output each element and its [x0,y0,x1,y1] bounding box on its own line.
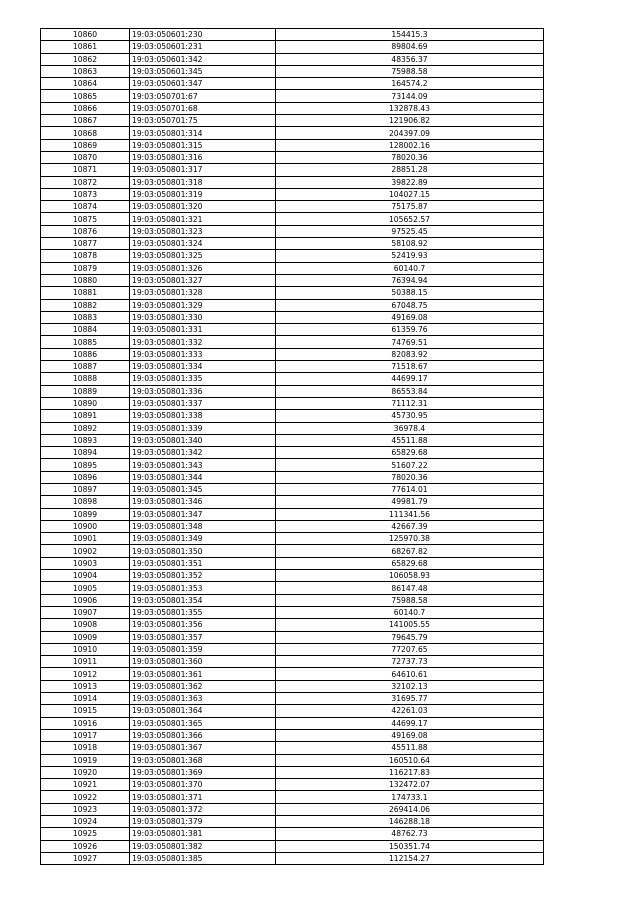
cadastral-number-cell: 19:03:050801:323 [130,225,276,237]
cadastral-number-cell: 19:03:050801:316 [130,151,276,163]
table-row [41,410,544,422]
row-number-cell: 10865 [41,90,130,102]
cadastral-number-cell: 19:03:050801:385 [130,852,276,864]
value-cell: 36978.4 [276,422,544,434]
cadastral-number-cell: 19:03:050801:326 [130,262,276,274]
table-row [41,557,544,569]
value-cell: 174733.1 [276,791,544,803]
value-cell: 86147.48 [276,582,544,594]
row-number-cell: 10919 [41,754,130,766]
table-row [41,90,544,102]
cadastral-number-cell: 19:03:050801:331 [130,324,276,336]
cadastral-number-cell: 19:03:050801:348 [130,520,276,532]
value-cell: 141005.55 [276,619,544,631]
table-row [41,496,544,508]
row-number-cell: 10893 [41,434,130,446]
cadastral-number-cell: 19:03:050601:231 [130,41,276,53]
cadastral-number-cell: 19:03:050801:315 [130,139,276,151]
value-cell: 74769.51 [276,336,544,348]
table-row [41,151,544,163]
value-cell: 67048.75 [276,299,544,311]
row-number-cell: 10895 [41,459,130,471]
cadastral-number-cell: 19:03:050801:372 [130,803,276,815]
table-row [41,483,544,495]
value-cell: 269414.06 [276,803,544,815]
table-row [41,115,544,127]
cadastral-number-cell: 19:03:050801:382 [130,840,276,852]
row-number-cell: 10864 [41,78,130,90]
table-row [41,668,544,680]
value-cell: 49981.79 [276,496,544,508]
value-cell: 48762.73 [276,828,544,840]
table-row [41,533,544,545]
table-row [41,225,544,237]
row-number-cell: 10876 [41,225,130,237]
table-row [41,656,544,668]
cadastral-number-cell: 19:03:050801:350 [130,545,276,557]
row-number-cell: 10897 [41,483,130,495]
table-row [41,459,544,471]
cadastral-number-cell: 19:03:050801:318 [130,176,276,188]
row-number-cell: 10901 [41,533,130,545]
row-number-cell: 10875 [41,213,130,225]
table-row [41,828,544,840]
table-row [41,779,544,791]
value-cell: 71112.31 [276,397,544,409]
row-number-cell: 10913 [41,680,130,692]
row-number-cell: 10905 [41,582,130,594]
cadastral-number-cell: 19:03:050801:365 [130,717,276,729]
row-number-cell: 10921 [41,779,130,791]
cadastral-number-cell: 19:03:050801:368 [130,754,276,766]
cadastral-number-cell: 19:03:050801:357 [130,631,276,643]
cadastral-number-cell: 19:03:050801:327 [130,274,276,286]
row-number-cell: 10860 [41,29,130,41]
value-cell: 61359.76 [276,324,544,336]
value-cell: 132878.43 [276,102,544,114]
value-cell: 50388.15 [276,287,544,299]
cadastral-number-cell: 19:03:050801:347 [130,508,276,520]
value-cell: 65829.68 [276,557,544,569]
row-number-cell: 10923 [41,803,130,815]
value-cell: 64610.61 [276,668,544,680]
table-row [41,754,544,766]
table-row [41,693,544,705]
value-cell: 45511.88 [276,742,544,754]
cadastral-number-cell: 19:03:050801:356 [130,619,276,631]
table-row [41,176,544,188]
row-number-cell: 10898 [41,496,130,508]
row-number-cell: 10899 [41,508,130,520]
table-row [41,717,544,729]
row-number-cell: 10862 [41,53,130,65]
value-cell: 42667.39 [276,520,544,532]
table-row [41,840,544,852]
table-row [41,570,544,582]
cadastral-number-cell: 19:03:050801:362 [130,680,276,692]
value-cell: 89804.69 [276,41,544,53]
table-row [41,361,544,373]
cadastral-number-cell: 19:03:050801:351 [130,557,276,569]
value-cell: 49169.08 [276,311,544,323]
row-number-cell: 10907 [41,606,130,618]
table-row [41,852,544,864]
table-row [41,508,544,520]
table-row [41,631,544,643]
value-cell: 112154.27 [276,852,544,864]
table-row [41,299,544,311]
value-cell: 32102.13 [276,680,544,692]
cadastral-number-cell: 19:03:050801:355 [130,606,276,618]
value-cell: 121906.82 [276,115,544,127]
row-number-cell: 10890 [41,397,130,409]
value-cell: 39822.89 [276,176,544,188]
value-cell: 65829.68 [276,447,544,459]
cadastral-number-cell: 19:03:050801:339 [130,422,276,434]
value-cell: 82083.92 [276,348,544,360]
table-row [41,139,544,151]
value-cell: 60140.7 [276,262,544,274]
row-number-cell: 10883 [41,311,130,323]
value-cell: 111341.56 [276,508,544,520]
table-row [41,238,544,250]
cadastral-number-cell: 19:03:050801:370 [130,779,276,791]
value-cell: 146288.18 [276,816,544,828]
table-row [41,336,544,348]
value-cell: 76394.94 [276,274,544,286]
table-row [41,422,544,434]
row-number-cell: 10881 [41,287,130,299]
cadastral-number-cell: 19:03:050801:336 [130,385,276,397]
row-number-cell: 10915 [41,705,130,717]
cadastral-number-cell: 19:03:050801:321 [130,213,276,225]
table-row [41,791,544,803]
row-number-cell: 10906 [41,594,130,606]
value-cell: 79645.79 [276,631,544,643]
cadastral-number-cell: 19:03:050701:75 [130,115,276,127]
row-number-cell: 10885 [41,336,130,348]
cadastral-number-cell: 19:03:050701:67 [130,90,276,102]
table-row [41,201,544,213]
table-row [41,705,544,717]
row-number-cell: 10888 [41,373,130,385]
table-row [41,471,544,483]
cadastral-number-cell: 19:03:050701:68 [130,102,276,114]
value-cell: 68267.82 [276,545,544,557]
value-cell: 45511.88 [276,434,544,446]
cadastral-number-cell: 19:03:050801:337 [130,397,276,409]
table-row [41,262,544,274]
row-number-cell: 10869 [41,139,130,151]
cadastral-number-cell: 19:03:050801:369 [130,766,276,778]
table-body [41,29,544,865]
cadastral-number-cell: 19:03:050801:344 [130,471,276,483]
cadastral-number-cell: 19:03:050801:361 [130,668,276,680]
table-row [41,447,544,459]
row-number-cell: 10889 [41,385,130,397]
row-number-cell: 10903 [41,557,130,569]
row-number-cell: 10902 [41,545,130,557]
value-cell: 45730.95 [276,410,544,422]
cadastral-number-cell: 19:03:050801:325 [130,250,276,262]
row-number-cell: 10863 [41,65,130,77]
value-cell: 204397.09 [276,127,544,139]
table-row [41,643,544,655]
cadastral-number-cell: 19:03:050801:324 [130,238,276,250]
row-number-cell: 10918 [41,742,130,754]
value-cell: 132472.07 [276,779,544,791]
table-row [41,29,544,41]
cadastral-number-cell: 19:03:050801:353 [130,582,276,594]
table-row [41,803,544,815]
cadastral-number-cell: 19:03:050801:367 [130,742,276,754]
row-number-cell: 10872 [41,176,130,188]
table-row [41,680,544,692]
row-number-cell: 10908 [41,619,130,631]
cadastral-number-cell: 19:03:050801:364 [130,705,276,717]
row-number-cell: 10892 [41,422,130,434]
cadastral-number-cell: 19:03:050801:352 [130,570,276,582]
row-number-cell: 10870 [41,151,130,163]
value-cell: 44699.17 [276,717,544,729]
row-number-cell: 10916 [41,717,130,729]
cadastral-number-cell: 19:03:050801:381 [130,828,276,840]
row-number-cell: 10917 [41,729,130,741]
cadastral-number-cell: 19:03:050601:230 [130,29,276,41]
table-row [41,520,544,532]
value-cell: 77614.01 [276,483,544,495]
cadastral-number-cell: 19:03:050801:343 [130,459,276,471]
value-cell: 105652.57 [276,213,544,225]
cadastral-number-cell: 19:03:050801:379 [130,816,276,828]
table-row [41,594,544,606]
cadastral-number-cell: 19:03:050801:338 [130,410,276,422]
row-number-cell: 10900 [41,520,130,532]
table-row [41,582,544,594]
table-row [41,373,544,385]
row-number-cell: 10891 [41,410,130,422]
table-row [41,188,544,200]
cadastral-number-cell: 19:03:050801:354 [130,594,276,606]
row-number-cell: 10904 [41,570,130,582]
table-row [41,606,544,618]
table-row [41,127,544,139]
value-cell: 71518.67 [276,361,544,373]
value-cell: 116217.83 [276,766,544,778]
value-cell: 97525.45 [276,225,544,237]
table-row [41,164,544,176]
table-row [41,397,544,409]
cadastral-number-cell: 19:03:050801:363 [130,693,276,705]
value-cell: 60140.7 [276,606,544,618]
row-number-cell: 10884 [41,324,130,336]
value-cell: 58108.92 [276,238,544,250]
table-row [41,78,544,90]
row-number-cell: 10867 [41,115,130,127]
table-row [41,729,544,741]
cadastral-number-cell: 19:03:050801:349 [130,533,276,545]
value-cell: 28851.28 [276,164,544,176]
table-row [41,385,544,397]
row-number-cell: 10882 [41,299,130,311]
cadastral-number-cell: 19:03:050801:345 [130,483,276,495]
cadastral-number-cell: 19:03:050801:333 [130,348,276,360]
row-number-cell: 10924 [41,816,130,828]
row-number-cell: 10926 [41,840,130,852]
row-number-cell: 10877 [41,238,130,250]
cadastral-number-cell: 19:03:050801:329 [130,299,276,311]
cadastral-number-cell: 19:03:050801:342 [130,447,276,459]
value-cell: 128002.16 [276,139,544,151]
value-cell: 75988.58 [276,594,544,606]
table-row [41,250,544,262]
value-cell: 106058.93 [276,570,544,582]
cadastral-number-cell: 19:03:050801:330 [130,311,276,323]
value-cell: 77207.65 [276,643,544,655]
row-number-cell: 10909 [41,631,130,643]
table-row [41,545,544,557]
cadastral-number-cell: 19:03:050801:335 [130,373,276,385]
row-number-cell: 10868 [41,127,130,139]
cadastral-number-cell: 19:03:050801:340 [130,434,276,446]
value-cell: 72737.73 [276,656,544,668]
data-table [40,28,544,865]
row-number-cell: 10896 [41,471,130,483]
cadastral-number-cell: 19:03:050801:334 [130,361,276,373]
cadastral-number-cell: 19:03:050801:360 [130,656,276,668]
table-row [41,742,544,754]
value-cell: 42261.03 [276,705,544,717]
value-cell: 164574.2 [276,78,544,90]
table-row [41,324,544,336]
value-cell: 31695.77 [276,693,544,705]
value-cell: 48356.37 [276,53,544,65]
data-sheet [40,28,543,865]
value-cell: 75175.87 [276,201,544,213]
value-cell: 51607.22 [276,459,544,471]
row-number-cell: 10886 [41,348,130,360]
row-number-cell: 10874 [41,201,130,213]
row-number-cell: 10873 [41,188,130,200]
row-number-cell: 10920 [41,766,130,778]
cadastral-number-cell: 19:03:050801:332 [130,336,276,348]
table-row [41,311,544,323]
cadastral-number-cell: 19:03:050801:371 [130,791,276,803]
cadastral-number-cell: 19:03:050801:346 [130,496,276,508]
row-number-cell: 10871 [41,164,130,176]
value-cell: 154415.3 [276,29,544,41]
value-cell: 86553.84 [276,385,544,397]
table-row [41,619,544,631]
row-number-cell: 10927 [41,852,130,864]
row-number-cell: 10887 [41,361,130,373]
table-row [41,41,544,53]
table-row [41,53,544,65]
value-cell: 49169.08 [276,729,544,741]
row-number-cell: 10878 [41,250,130,262]
cadastral-number-cell: 19:03:050601:342 [130,53,276,65]
row-number-cell: 10866 [41,102,130,114]
row-number-cell: 10914 [41,693,130,705]
table-row [41,434,544,446]
row-number-cell: 10861 [41,41,130,53]
value-cell: 78020.36 [276,151,544,163]
table-row [41,102,544,114]
value-cell: 104027.15 [276,188,544,200]
cadastral-number-cell: 19:03:050801:328 [130,287,276,299]
row-number-cell: 10894 [41,447,130,459]
table-row [41,213,544,225]
row-number-cell: 10880 [41,274,130,286]
table-row [41,287,544,299]
table-row [41,816,544,828]
cadastral-number-cell: 19:03:050801:317 [130,164,276,176]
cadastral-number-cell: 19:03:050801:359 [130,643,276,655]
table-row [41,65,544,77]
value-cell: 75988.58 [276,65,544,77]
cadastral-number-cell: 19:03:050801:314 [130,127,276,139]
row-number-cell: 10879 [41,262,130,274]
value-cell: 73144.09 [276,90,544,102]
row-number-cell: 10912 [41,668,130,680]
cadastral-number-cell: 19:03:050801:319 [130,188,276,200]
cadastral-number-cell: 19:03:050801:366 [130,729,276,741]
cadastral-number-cell: 19:03:050601:347 [130,78,276,90]
value-cell: 52419.93 [276,250,544,262]
table-row [41,348,544,360]
value-cell: 160510.64 [276,754,544,766]
value-cell: 125970.38 [276,533,544,545]
value-cell: 44699.17 [276,373,544,385]
table-row [41,274,544,286]
row-number-cell: 10911 [41,656,130,668]
row-number-cell: 10910 [41,643,130,655]
cadastral-number-cell: 19:03:050601:345 [130,65,276,77]
cadastral-number-cell: 19:03:050801:320 [130,201,276,213]
value-cell: 78020.36 [276,471,544,483]
table-row [41,766,544,778]
row-number-cell: 10922 [41,791,130,803]
value-cell: 150351.74 [276,840,544,852]
row-number-cell: 10925 [41,828,130,840]
